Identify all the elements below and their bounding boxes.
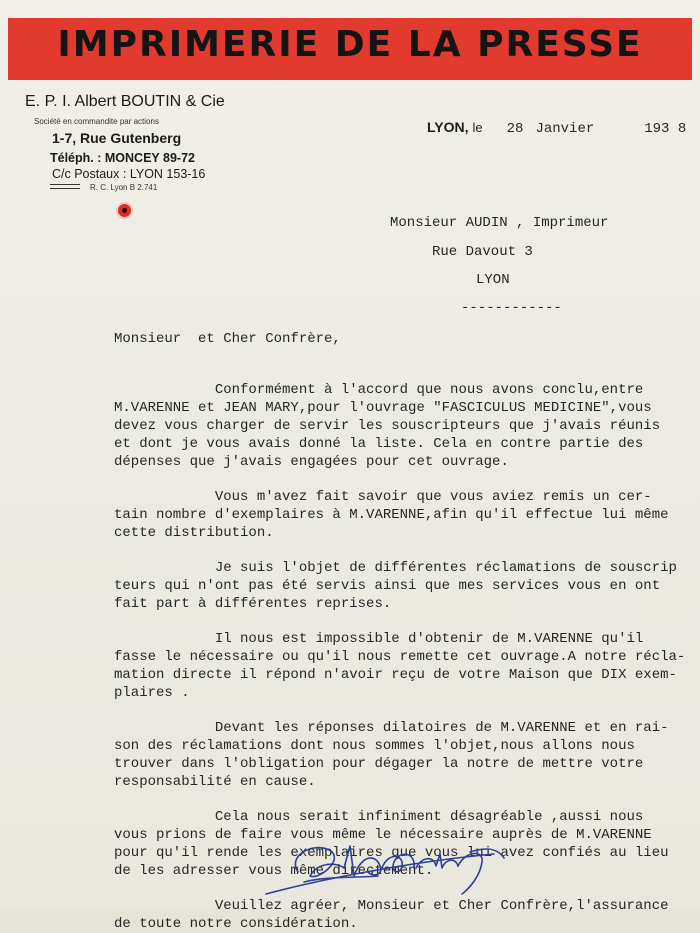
- phone-label: Téléph. :: [50, 151, 102, 165]
- recipient-street: Rue Davout 3: [432, 244, 533, 260]
- date-place: LYON,: [427, 119, 469, 135]
- date-le: le: [472, 120, 483, 135]
- decorative-rule: [50, 184, 80, 185]
- company-address: 1-7, Rue Gutenberg: [52, 130, 182, 146]
- date-month: Janvier: [535, 121, 595, 137]
- letterhead-banner: [8, 18, 692, 80]
- paragraph-3: Je suis l'objet de différentes réclamations de souscrip teurs qui n'ont pas été servis ainsi que mes services vous en ont fait part à différentes reprises.: [114, 560, 677, 612]
- paragraph-2: Vous m'avez fait savoir que vous aviez remis un cer- tain nombre d'exemplaires à M.VARENNE,afin qu'il effectue lui même cette distribution.: [114, 489, 669, 541]
- letter-date: [427, 119, 686, 137]
- recipient-city: LYON: [476, 272, 510, 288]
- company-phone: [50, 151, 195, 165]
- paragraph-4: Il nous est impossible d'obtenir de M.VARENNE qu'il fasse le nécessaire ou qu'il nous remette cet ouvrage.A notre récla- mation directe il répond n'avoir reçu de votre Maison que DIX exem- plaires .: [114, 631, 686, 701]
- phone-value: MONCEY 89-72: [104, 151, 195, 165]
- postal-value: LYON 153-16: [129, 167, 206, 181]
- recipient-separator: ------------: [461, 300, 562, 316]
- recipient-line: Monsieur AUDIN , Imprimeur: [390, 215, 609, 231]
- paragraph-1: Conformément à l'accord que nous avons conclu,entre M.VARENNE et JEAN MARY,pour l'ouvrage "FASCICULUS MEDICINE",vous devez vous charger de servir les souscripteurs que j'avais réunis et dont je vous avais donné la liste. Cela en contre partie des dépenses que j'avais engagées pour cet ouvrage.: [114, 382, 661, 470]
- company-postal-account: [52, 167, 205, 181]
- company-name: E. P. I. Albert BOUTIN & Cie: [25, 93, 225, 110]
- salutation: Monsieur et Cher Confrère,: [114, 331, 341, 347]
- decorative-rule: [50, 188, 80, 189]
- company-registration: R. C. Lyon B 2.741: [90, 183, 158, 192]
- closing: Veuillez agréer, Monsieur et Cher Confrère,l'assurance de toute notre considération.: [114, 898, 669, 932]
- date-day: 28: [506, 121, 524, 137]
- postal-label: C/c Postaux :: [52, 167, 127, 181]
- letterhead-title: IMPRIMERIE DE LA PRESSE: [57, 24, 643, 65]
- date-year: 193 8: [644, 121, 687, 137]
- company-type: Société en commandite par actions: [34, 117, 159, 126]
- paragraph-5: Devant les réponses dilatoires de M.VARENNE et en rai- son des réclamations dont nous sommes l'objet,nous allons nous trouver dans l'obligation pour dégager la notre de mettre votre responsabilité en cause.: [114, 720, 669, 790]
- paragraph-6: Cela nous serait infiniment désagréable ,aussi nous vous prions de faire vous même le nécessaire auprès de M.VARENNE pour qu'il rende les exemplaires que vous lui avez confiés au lieu de les adresser vous même directement.: [114, 809, 669, 879]
- handwritten-signature: [258, 832, 523, 902]
- red-punch-dot: [118, 204, 131, 217]
